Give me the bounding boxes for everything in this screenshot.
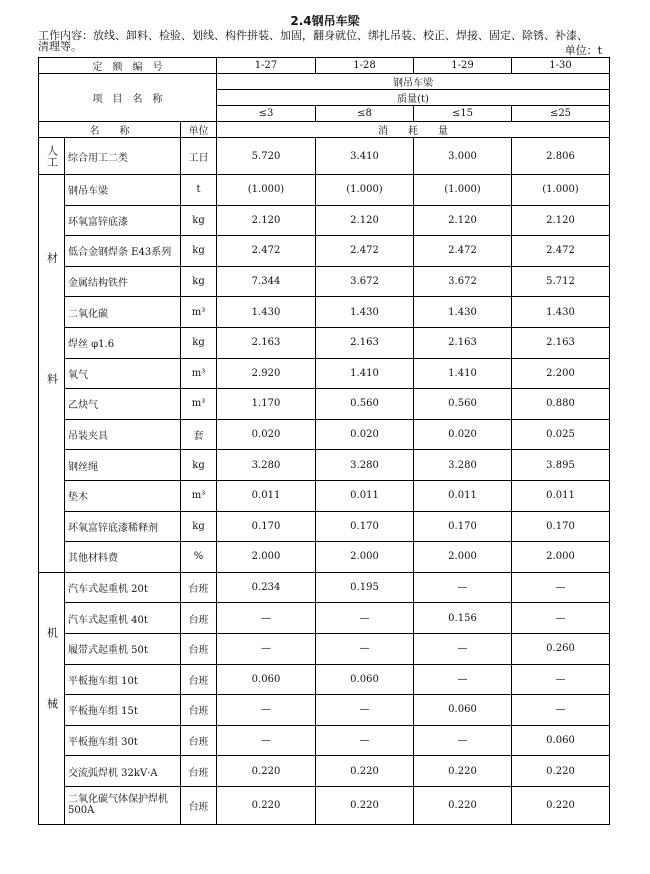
group-label: 人工	[39, 138, 65, 175]
value-cell: 0.170	[414, 511, 512, 542]
unit-cell: kg	[181, 511, 217, 542]
value-cell: 0.156	[414, 603, 512, 634]
value-cell: 2.120	[316, 205, 414, 236]
value-cell: 0.020	[414, 419, 512, 450]
item-name-cell: 钢吊车梁	[65, 175, 181, 206]
unit-label: 单位：t	[564, 44, 602, 57]
value-cell: 0.060	[316, 664, 414, 695]
table-row	[39, 725, 610, 756]
weight-range: ≤8	[316, 106, 414, 122]
value-cell: 3.410	[316, 138, 414, 175]
value-cell: 0.220	[414, 756, 512, 787]
table-row	[39, 664, 610, 695]
unit-cell: %	[181, 542, 217, 573]
weight-label: 质量(t)	[217, 90, 610, 106]
value-cell: 2.163	[217, 327, 316, 358]
value-cell: 0.011	[316, 480, 414, 511]
value-cell: 0.011	[512, 480, 610, 511]
unit-cell: 台班	[181, 572, 217, 603]
quota-table	[38, 57, 610, 825]
value-cell: 0.025	[512, 419, 610, 450]
unit-cell: m³	[181, 358, 217, 389]
work-content-text: 工作内容：放线、卸料、检验、划线、构件拼装、加固，翻身就位、绑扎吊装、校正、焊接、固定、除锈、补漆、清理等。	[38, 29, 588, 53]
column-header-row	[39, 122, 610, 138]
value-cell: 3.672	[316, 266, 414, 297]
group-label: 机械	[39, 572, 65, 824]
table-row	[39, 633, 610, 664]
item-name-cell: 二氧化碳	[65, 297, 181, 328]
value-cell: 0.170	[217, 511, 316, 542]
value-cell: 2.200	[512, 358, 610, 389]
item-name-cell: 汽车式起重机 20t	[65, 572, 181, 603]
value-cell: —	[316, 633, 414, 664]
value-cell: 2.120	[414, 205, 512, 236]
value-cell: (1.000)	[316, 175, 414, 206]
value-cell: 2.163	[512, 327, 610, 358]
value-cell: 2.920	[217, 358, 316, 389]
work-content	[38, 30, 598, 52]
value-cell: (1.000)	[512, 175, 610, 206]
value-cell: 1.430	[217, 297, 316, 328]
quota-code-label: 定 额 编 号	[39, 58, 217, 74]
table-row	[39, 175, 610, 206]
table-row	[39, 266, 610, 297]
table-row	[39, 695, 610, 726]
value-cell: 0.220	[316, 756, 414, 787]
item-name-cell: 低合金钢焊条 E43系列	[65, 236, 181, 267]
unit-cell: m³	[181, 480, 217, 511]
unit-cell: 台班	[181, 633, 217, 664]
value-cell: 2.472	[414, 236, 512, 267]
item-name-cell: 其他材料费	[65, 542, 181, 573]
table-row	[39, 205, 610, 236]
value-cell: 0.234	[217, 572, 316, 603]
weight-range: ≤15	[414, 106, 512, 122]
value-cell: 0.170	[512, 511, 610, 542]
quota-table-body	[39, 58, 610, 825]
unit-cell: 台班	[181, 664, 217, 695]
unit-cell: kg	[181, 327, 217, 358]
value-cell: 2.120	[217, 205, 316, 236]
value-cell: 0.220	[217, 756, 316, 787]
value-cell: 0.260	[512, 633, 610, 664]
value-cell: 3.280	[217, 450, 316, 481]
value-cell: —	[316, 725, 414, 756]
unit-cell: kg	[181, 236, 217, 267]
quota-code-row	[39, 58, 610, 74]
item-name-label: 项 目 名 称	[39, 74, 217, 122]
value-cell: —	[512, 572, 610, 603]
table-row	[39, 603, 610, 634]
quota-code: 1-27	[217, 58, 316, 74]
weight-range: ≤3	[217, 106, 316, 122]
value-cell: 0.170	[316, 511, 414, 542]
value-cell: 0.060	[217, 664, 316, 695]
value-cell: 3.672	[414, 266, 512, 297]
unit-cell: 工日	[181, 138, 217, 175]
table-row	[39, 756, 610, 787]
item-name-cell: 综合用工二类	[65, 138, 181, 175]
value-cell: 2.000	[414, 542, 512, 573]
value-cell: 1.430	[512, 297, 610, 328]
value-cell: —	[316, 695, 414, 726]
value-cell: 2.000	[512, 542, 610, 573]
quota-code: 1-30	[512, 58, 610, 74]
value-cell: 2.163	[414, 327, 512, 358]
item-name-cell: 平板拖车组 15t	[65, 695, 181, 726]
value-cell: —	[414, 633, 512, 664]
consumption-header: 消 耗 量	[217, 122, 610, 138]
quota-code: 1-28	[316, 58, 414, 74]
value-cell: 1.430	[316, 297, 414, 328]
value-cell: 3.280	[414, 450, 512, 481]
value-cell: 0.560	[316, 389, 414, 420]
item-name-cell: 平板拖车组 30t	[65, 725, 181, 756]
item-name-cell: 氧气	[65, 358, 181, 389]
value-cell: 0.060	[512, 725, 610, 756]
value-cell: 0.220	[512, 786, 610, 824]
value-cell: 2.472	[316, 236, 414, 267]
unit-cell: 台班	[181, 695, 217, 726]
table-row	[39, 572, 610, 603]
item-row	[39, 74, 610, 90]
value-cell: —	[414, 572, 512, 603]
item-name-cell: 垫木	[65, 480, 181, 511]
value-cell: 0.220	[217, 786, 316, 824]
value-cell: —	[512, 664, 610, 695]
table-row	[39, 511, 610, 542]
value-cell: —	[316, 603, 414, 634]
table-row	[39, 450, 610, 481]
unit-cell: 台班	[181, 603, 217, 634]
group-label: 材料	[39, 175, 65, 573]
value-cell: 2.000	[217, 542, 316, 573]
value-cell: 0.220	[414, 786, 512, 824]
item-name: 钢吊车梁	[217, 74, 610, 90]
unit-cell: kg	[181, 266, 217, 297]
value-cell: —	[414, 725, 512, 756]
value-cell: 0.020	[316, 419, 414, 450]
unit-cell: 台班	[181, 756, 217, 787]
table-row	[39, 327, 610, 358]
value-cell: 5.712	[512, 266, 610, 297]
value-cell: 1.170	[217, 389, 316, 420]
value-cell: —	[217, 633, 316, 664]
value-cell: 0.011	[414, 480, 512, 511]
table-row	[39, 480, 610, 511]
item-name-cell: 环氧富锌底漆	[65, 205, 181, 236]
value-cell: (1.000)	[414, 175, 512, 206]
value-cell: 2.000	[316, 542, 414, 573]
item-name-cell: 交流弧焊机 32kV·A	[65, 756, 181, 787]
item-name-cell: 二氧化碳气体保护焊机 500A	[65, 786, 181, 824]
value-cell: 2.472	[512, 236, 610, 267]
value-cell: 0.220	[512, 756, 610, 787]
item-name-cell: 乙炔气	[65, 389, 181, 420]
value-cell: 5.720	[217, 138, 316, 175]
table-row	[39, 138, 610, 175]
value-cell: 1.410	[414, 358, 512, 389]
value-cell: —	[217, 695, 316, 726]
unit-cell: 台班	[181, 725, 217, 756]
page-title: 2.4钢吊车梁	[290, 14, 360, 28]
value-cell: (1.000)	[217, 175, 316, 206]
unit-cell: 台班	[181, 786, 217, 824]
unit-cell: m³	[181, 297, 217, 328]
value-cell: 3.895	[512, 450, 610, 481]
value-cell: —	[512, 695, 610, 726]
table-row	[39, 542, 610, 573]
unit-cell: kg	[181, 450, 217, 481]
value-cell: 0.220	[316, 786, 414, 824]
value-cell: 0.880	[512, 389, 610, 420]
name-column-header: 名 称	[39, 122, 181, 138]
item-name-cell: 金属结构铁件	[65, 266, 181, 297]
value-cell: 0.195	[316, 572, 414, 603]
value-cell: 1.410	[316, 358, 414, 389]
value-cell: —	[512, 603, 610, 634]
item-name-cell: 环氧富锌底漆稀释剂	[65, 511, 181, 542]
value-cell: 0.011	[217, 480, 316, 511]
value-cell: 0.060	[414, 695, 512, 726]
unit-cell: kg	[181, 205, 217, 236]
table-row	[39, 236, 610, 267]
table-row	[39, 297, 610, 328]
item-name-cell: 汽车式起重机 40t	[65, 603, 181, 634]
value-cell: 2.163	[316, 327, 414, 358]
unit-cell: t	[181, 175, 217, 206]
value-cell: 0.020	[217, 419, 316, 450]
value-cell: —	[217, 603, 316, 634]
weight-range: ≤25	[512, 106, 610, 122]
value-cell: 0.560	[414, 389, 512, 420]
value-cell: 2.120	[512, 205, 610, 236]
quota-code: 1-29	[414, 58, 512, 74]
value-cell: —	[217, 725, 316, 756]
value-cell: 7.344	[217, 266, 316, 297]
table-row	[39, 419, 610, 450]
value-cell: —	[414, 664, 512, 695]
item-name-cell: 履带式起重机 50t	[65, 633, 181, 664]
item-name-cell: 吊装夹具	[65, 419, 181, 450]
value-cell: 2.472	[217, 236, 316, 267]
value-cell: 3.280	[316, 450, 414, 481]
item-name-cell: 焊丝 φ1.6	[65, 327, 181, 358]
unit-cell: 套	[181, 419, 217, 450]
table-row	[39, 786, 610, 824]
value-cell: 1.430	[414, 297, 512, 328]
value-cell: 2.806	[512, 138, 610, 175]
value-cell: 3.000	[414, 138, 512, 175]
table-row	[39, 389, 610, 420]
unit-column-header: 单位	[181, 122, 217, 138]
unit-cell: m³	[181, 389, 217, 420]
item-name-cell: 钢丝绳	[65, 450, 181, 481]
table-row	[39, 358, 610, 389]
item-name-cell: 平板拖车组 10t	[65, 664, 181, 695]
